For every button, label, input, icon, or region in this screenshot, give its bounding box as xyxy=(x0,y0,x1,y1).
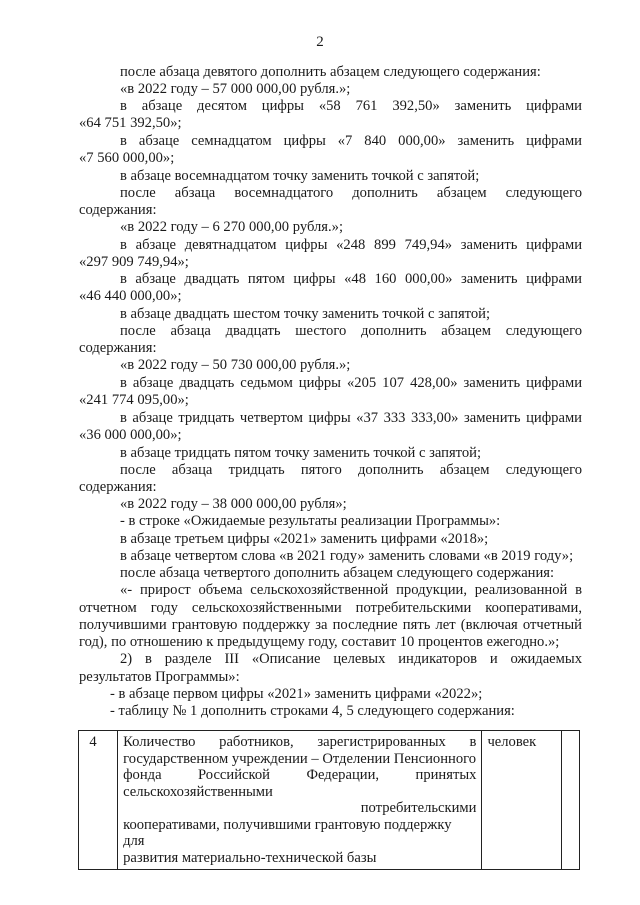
text-line: «36 000 000,00»; xyxy=(79,427,182,443)
text-line: «241 774 095,00»; xyxy=(79,392,189,408)
text-line: в абзаце тридцать пятом точку заменить точкой с запятой; xyxy=(120,445,482,461)
text-line: после абзаца тридцать пятого дополнить абзацем следующего xyxy=(120,462,582,478)
text-line: «64 751 392,50»; xyxy=(79,115,182,131)
text-line: «- прирост объема сельскохозяйственной продукции, реализованной в xyxy=(120,582,582,598)
description-line: сельскохозяйственными xyxy=(123,783,273,800)
description-line: Количество работников, зарегистрированных в xyxy=(123,734,477,750)
description-line: развития материально-технической базы xyxy=(123,849,377,866)
page-number: 2 xyxy=(316,34,324,50)
text-line: в абзаце двадцать пятом цифры «48 160 000,00» заменить цифрами xyxy=(120,271,582,287)
text-line: после абзаца восемнадцатого дополнить абзацем следующего xyxy=(120,185,582,201)
text-line: содержания: xyxy=(79,340,157,356)
description-line: потребительскими xyxy=(360,800,477,816)
text-line: содержания: xyxy=(79,202,157,218)
text-line: после абзаца двадцать шестого дополнить абзацем следующего xyxy=(120,323,582,339)
text-line: в абзаце четвертом слова «в 2021 году» заменить словами «в 2019 году»; xyxy=(120,548,574,564)
text-line: «в 2022 году – 50 730 000,00 рубля.»; xyxy=(120,357,351,373)
text-line: - в абзаце первом цифры «2021» заменить цифрами «2022»; xyxy=(110,686,483,702)
description-line: фонда Российской Федерации, принятых xyxy=(123,767,477,783)
text-line: «7 560 000,00»; xyxy=(79,150,175,166)
text-line: результатов Программы»: xyxy=(79,669,240,685)
text-line: после абзаца четвертого дополнить абзацем следующего содержания: xyxy=(120,565,555,581)
text-line: в абзаце семнадцатом цифры «7 840 000,00» заменить цифрами xyxy=(120,133,582,149)
text-line: в абзаце третьем цифры «2021» заменить цифрами «2018»; xyxy=(120,531,489,547)
text-line: год), по отношению к предыдущему году, составит 10 процентов ежегодно.»; xyxy=(79,634,560,650)
indicators-table xyxy=(78,730,580,870)
description-cell xyxy=(118,731,482,870)
text-line: в абзаце двадцать седьмом цифры «205 107 428,00» заменить цифрами xyxy=(120,375,582,391)
text-line: отчетном году сельскохозяйственными потребительскими кооперативами, xyxy=(79,600,582,616)
description-line: кооперативами, получившими грантовую поддержку для xyxy=(123,816,452,849)
text-line: - таблицу № 1 дополнить строками 4, 5 следующего содержания: xyxy=(110,703,515,719)
unit-cell: человек xyxy=(482,731,561,870)
text-line: в абзаце восемнадцатом точку заменить точкой с запятой; xyxy=(120,168,480,184)
row-number-cell: 4 xyxy=(79,731,118,870)
text-line: в абзаце тридцать четвертом цифры «37 333 333,00» заменить цифрами xyxy=(120,410,582,426)
description-line: государственном учреждении – Отделении Пенсионного xyxy=(123,750,477,767)
text-line: «в 2022 году – 38 000 000,00 рубля»; xyxy=(120,496,347,512)
table-row xyxy=(79,731,580,870)
text-line: в абзаце девятнадцатом цифры «248 899 749,94» заменить цифрами xyxy=(120,237,582,253)
text-line: содержания: xyxy=(79,479,157,495)
text-line: «в 2022 году – 6 270 000,00 рубля.»; xyxy=(120,219,344,235)
text-line: в абзаце двадцать шестом точку заменить точкой с запятой; xyxy=(120,306,491,322)
text-line: «297 909 749,94»; xyxy=(79,254,189,270)
text-line: получившими грантовую поддержку за последние пять лет (включая отчетный xyxy=(79,617,582,633)
text-line: в абзаце десятом цифры «58 761 392,50» заменить цифрами xyxy=(120,98,582,114)
text-line: «в 2022 году – 57 000 000,00 рубля.»; xyxy=(120,81,351,97)
text-line: - в строке «Ожидаемые результаты реализации Программы»: xyxy=(120,513,501,529)
text-line: 2) в разделе III «Описание целевых индикаторов и ожидаемых xyxy=(120,651,582,667)
empty-cell xyxy=(561,731,579,870)
text-line: «46 440 000,00»; xyxy=(79,288,182,304)
text-line: после абзаца девятого дополнить абзацем следующего содержания: xyxy=(120,64,541,80)
